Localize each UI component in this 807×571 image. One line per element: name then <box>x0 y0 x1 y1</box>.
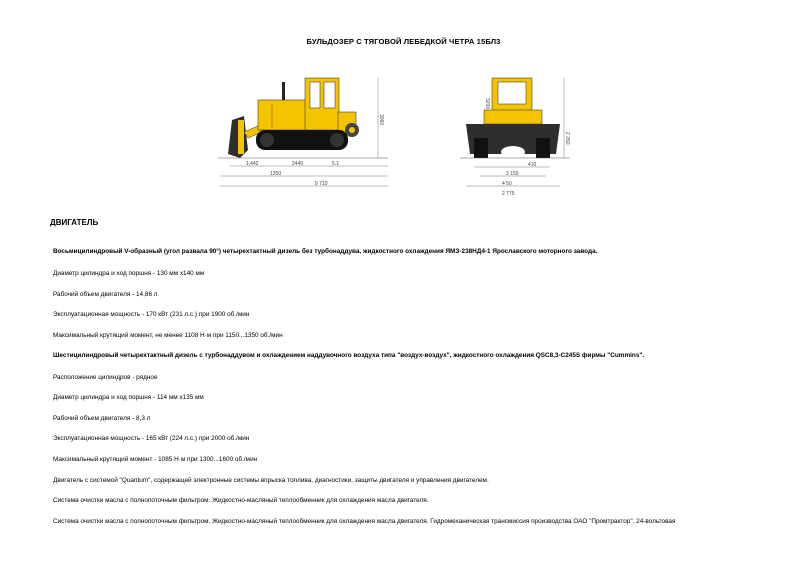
dim-mid: 1350 <box>270 171 282 177</box>
dim-front-gauge: 3 150 <box>506 171 519 177</box>
bulldozer-side-and-front-views <box>210 72 590 197</box>
spec-line: Система очистки масла с полнопоточным фильтром. Жидкостно-масляный теплообменник для охлаждения масла двигателя. Гидромеханическая трансмиссия производства ОАО "Промтрактор". 24-вольтовая <box>53 518 676 525</box>
spec-line: Диаметр цилиндра и ход поршня - 114 мм х135 мм <box>53 394 204 401</box>
dim-front-cab: 3200 <box>484 98 490 110</box>
dim-front-height: 2 260 <box>564 132 570 145</box>
spec-line: Рабочий объем двигателя - 14,86 л <box>53 291 158 298</box>
dim-front-mid: 4 50 <box>502 181 512 187</box>
dim-total-length: 9 710 <box>315 181 328 187</box>
spec-line: Максимальный крутящий момент - 1085 Н·м при 1300...1600 об./мин <box>53 456 258 463</box>
spec-line: Восьмицилиндровый V-образный (угол развала 90°) четырехтактный дизель без турбонаддува, жидкостного охлаждения ЯМЗ-238НД4-1 Ярославского моторного завода. <box>53 248 598 255</box>
spec-line: Максимальный крутящий момент, не менее 1108 Н·м при 1150...1350 об./мин <box>53 332 283 339</box>
bulldozer-front-view <box>460 78 570 197</box>
spec-line: Двигатель с системой "Quantum", содержащей электронные системы впрыска топлива, диагностики, защиты двигателя и управления двигателем. <box>53 477 489 484</box>
spec-line: Система очистки масла с полнопоточным фильтром. Жидкостно-масляный теплообменник для охлаждения масла двигателя. <box>53 497 429 504</box>
dim-front-width: 2 775 <box>502 191 515 197</box>
spec-line: Эксплуатационная мощность - 165 кВт (224 л.с.) при 2000 об./мин <box>53 435 250 442</box>
spec-line: Шестицилиндровый четырехтактный дизель с турбонаддувом и охлаждением наддувочного воздуха типа "воздух-воздух", жидкостного охлаждения QSC8,3-C245S фирмы "Cummins". <box>53 352 645 359</box>
bulldozer-drawings <box>210 72 590 197</box>
dim-front-track: 410 <box>528 162 537 168</box>
page-title: БУЛЬДОЗЕР С ТЯГОВОЙ ЛЕБЕДКОЙ ЧЕТРА 15БЛ3 <box>306 37 501 46</box>
dim-rear: 5.1 <box>332 161 339 167</box>
dim-height: 3060 <box>378 114 384 126</box>
spec-line: Эксплуатационная мощность - 170 кВт (231 л.с.) при 1900 об./мин <box>53 311 250 318</box>
dim-base: 2440 <box>292 161 304 167</box>
spec-line: Диаметр цилиндра и ход поршня - 130 мм х140 мм <box>53 270 205 277</box>
spec-line: Рабочий объем двигателя - 8,3 л <box>53 415 151 422</box>
bulldozer-side-view <box>218 78 388 187</box>
spec-line: Расположение цилиндров - рядное <box>53 374 158 381</box>
dim-blade: 1,442 <box>246 161 259 167</box>
section-title-engine: ДВИГАТЕЛЬ <box>50 218 99 227</box>
